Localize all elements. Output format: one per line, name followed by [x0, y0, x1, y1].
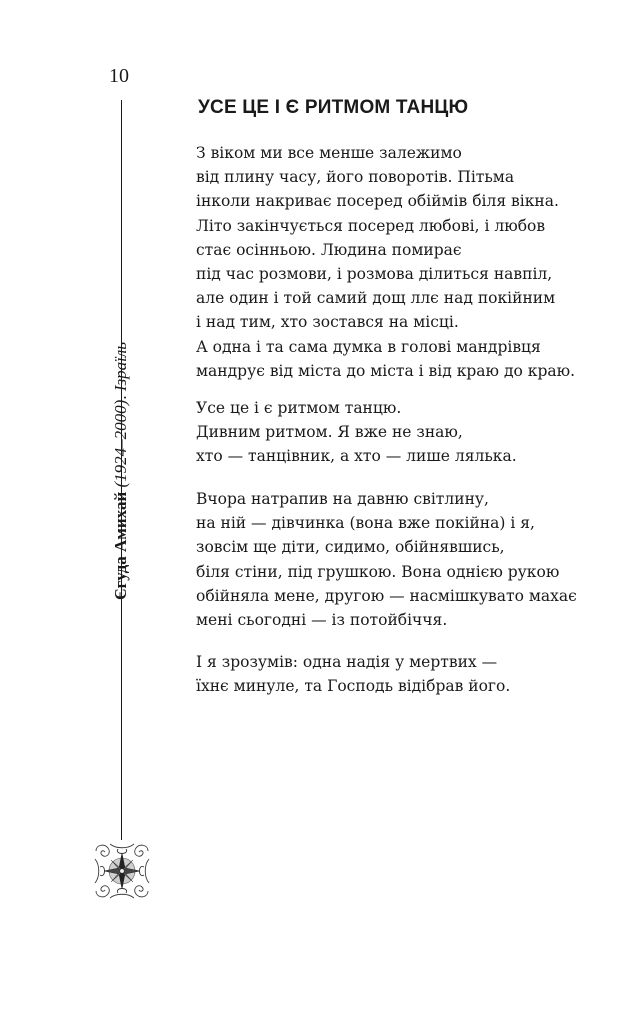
poem-line: але один і той самий дощ ллє над покійним: [196, 289, 556, 308]
poem-line: інколи накриває посеред обіймів біля вікна.: [196, 192, 559, 211]
poem-stanza-3: [196, 487, 577, 632]
poem-line: Дивним ритмом. Я вже не знаю,: [196, 423, 463, 442]
poem-line: під час розмови, і розмова ділиться навпіл,: [196, 265, 553, 284]
poem-line: З віком ми все менше залежимо: [196, 144, 462, 162]
poem-line: від плину часу, його поворотів. Пітьма: [196, 168, 515, 187]
floral-star-ornament-icon: [93, 842, 151, 900]
poem-line: обійняла мене, другою — насмішкувато махає: [196, 586, 577, 605]
poem-line: Літо закінчується посеред любові, і любов: [196, 216, 546, 235]
poem-line: біля стіни, під грушкою. Вона однією рукою: [196, 562, 560, 581]
running-head-country: Ізраїль: [111, 341, 130, 392]
poem-line: стає осінньою. Людина помирає: [196, 240, 462, 259]
running-head-separator: .: [111, 395, 130, 400]
poem-line: мандрує від міста до міста і від краю до краю.: [196, 361, 576, 380]
running-head-text: [111, 342, 131, 600]
poem-line: зовсім ще діти, сидимо, обійнявшись,: [196, 538, 505, 557]
poem-line: на ній — дівчинка (вона вже покійна) і я,: [196, 514, 535, 533]
poem-line: Усе це і є ритмом танцю.: [196, 399, 402, 417]
poem-title: УСЕ ЦЕ І Є РИТМОМ ТАНЦЮ: [198, 97, 469, 118]
page-number: 10: [109, 65, 129, 87]
poem-line: Вчора натрапив на давню світлину,: [196, 490, 489, 508]
poem-stanza-1: [196, 141, 575, 383]
running-head-author: Єгуда Амихай: [111, 491, 130, 601]
poem-line: хто — танцівник, а хто — лише лялька.: [196, 447, 517, 466]
running-head-years: (1924–2000): [111, 399, 130, 488]
poem-line: мені сьогодні — із потойбіччя.: [196, 611, 448, 630]
poem-line: І я зрозумів: одна надія у мертвих —: [196, 653, 498, 671]
poem-stanza-4: [196, 650, 510, 698]
poem-line: А одна і та сама думка в голові мандрівця: [196, 337, 541, 356]
poem-line: і над тим, хто зостався на місці.: [196, 313, 459, 332]
poem-line: їхнє минуле, та Господь відібрав його.: [196, 677, 511, 696]
poem-stanza-2: [196, 396, 517, 469]
